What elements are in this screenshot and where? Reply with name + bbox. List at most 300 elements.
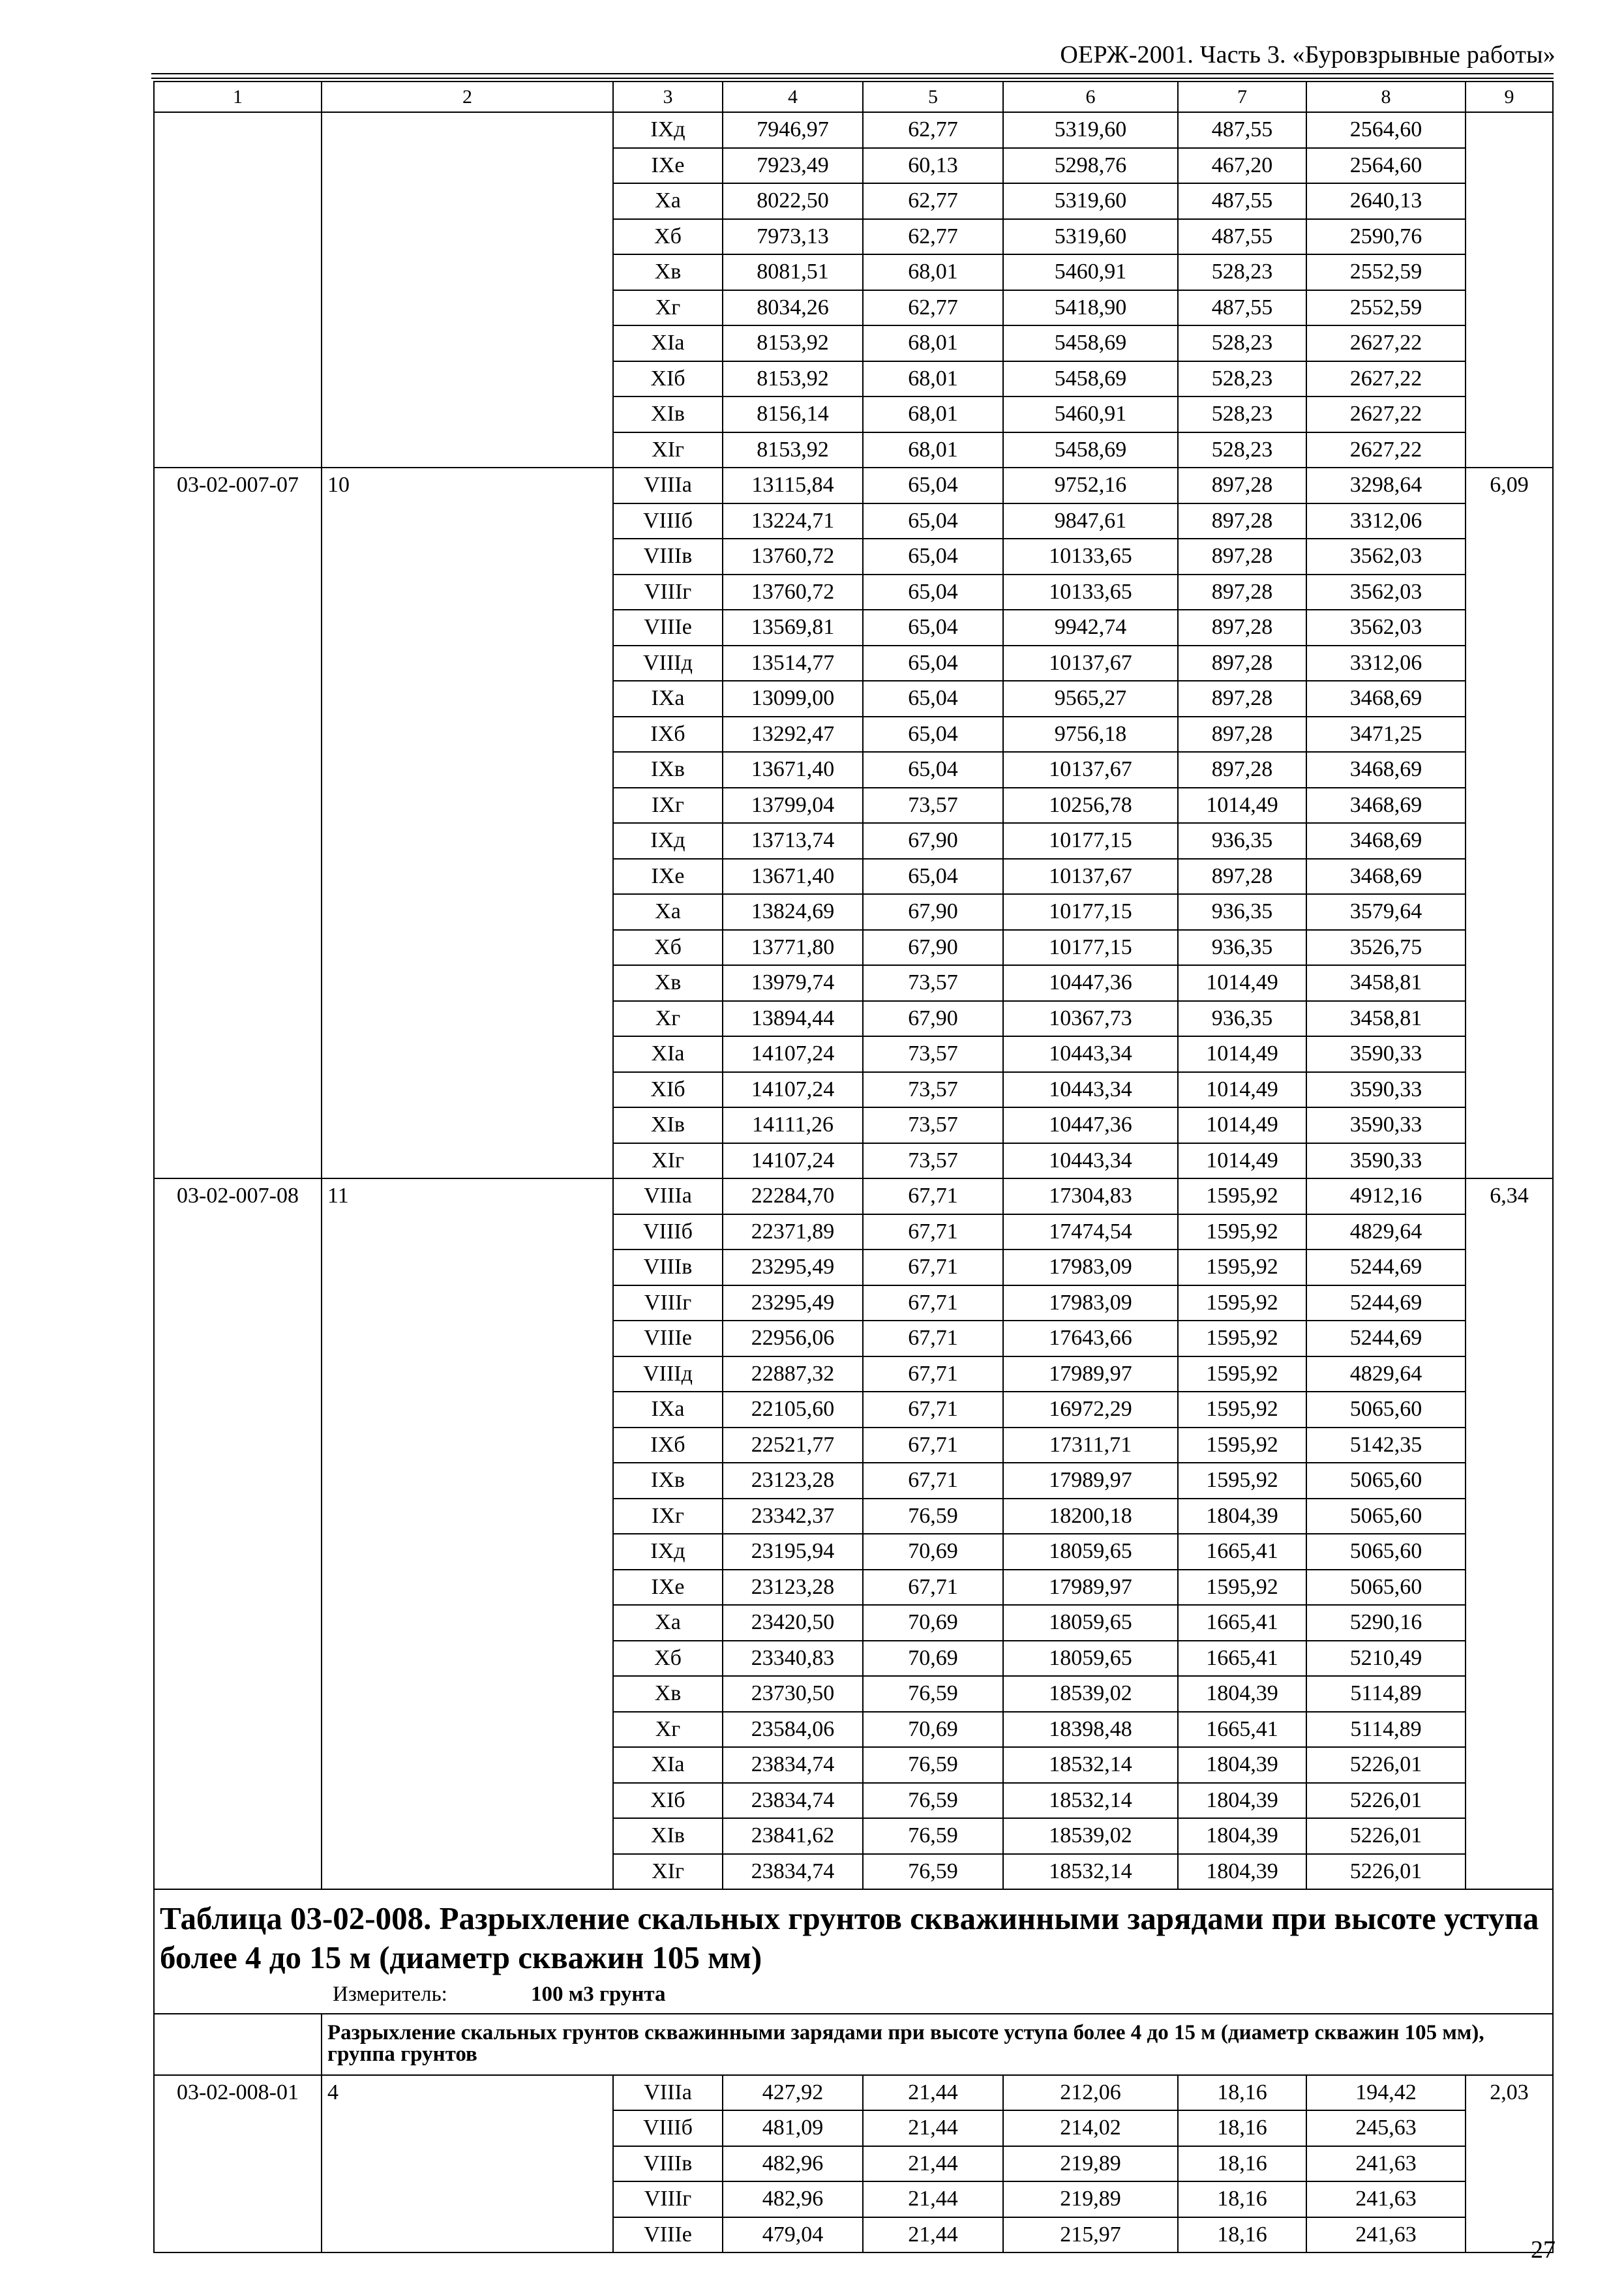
cost-value: 68,01: [863, 361, 1003, 397]
cost-value: 23342,37: [723, 1499, 863, 1534]
cost-value: 219,89: [1003, 2146, 1178, 2182]
column-number: 3: [613, 82, 723, 112]
cost-value: 65,04: [863, 575, 1003, 610]
cost-value: 3562,03: [1306, 539, 1466, 575]
rate-col9: 2,03: [1466, 2075, 1553, 2253]
cost-value: 17989,97: [1003, 1356, 1178, 1392]
table-caption-row: [154, 1889, 1553, 2014]
cost-value: 23295,49: [723, 1249, 863, 1285]
running-header: ОЕРЖ-2001. Часть 3. «Буровзрывные работы»: [1060, 41, 1556, 68]
cost-value: 1804,39: [1178, 1818, 1306, 1854]
cost-value: 17983,09: [1003, 1285, 1178, 1321]
soil-group: IXг: [613, 788, 723, 824]
soil-group: XIа: [613, 1036, 723, 1072]
cost-value: 5418,90: [1003, 290, 1178, 326]
column-number-row: [154, 82, 1553, 112]
soil-group: VIIIа: [613, 468, 723, 503]
soil-group: IXв: [613, 752, 723, 788]
cost-value: 21,44: [863, 2110, 1003, 2146]
cost-value: 241,63: [1306, 2181, 1466, 2217]
soil-group: VIIIг: [613, 1285, 723, 1321]
cost-value: 14107,24: [723, 1072, 863, 1108]
cost-value: 2627,22: [1306, 396, 1466, 432]
soil-group: XIб: [613, 361, 723, 397]
cost-value: 1595,92: [1178, 1392, 1306, 1428]
soil-group: VIIIе: [613, 1321, 723, 1356]
cost-value: 65,04: [863, 468, 1003, 503]
cost-value: 897,28: [1178, 681, 1306, 717]
cost-value: 10443,34: [1003, 1036, 1178, 1072]
column-number: 4: [723, 82, 863, 112]
cost-value: 214,02: [1003, 2110, 1178, 2146]
cost-value: 68,01: [863, 254, 1003, 290]
cost-value: 1014,49: [1178, 1036, 1306, 1072]
cost-value: 21,44: [863, 2181, 1003, 2217]
subheading-spacer: [154, 2014, 322, 2075]
cost-value: 1804,39: [1178, 1747, 1306, 1783]
soil-group: XIг: [613, 1143, 723, 1179]
cost-value: 17643,66: [1003, 1321, 1178, 1356]
cost-value: 73,57: [863, 788, 1003, 824]
cost-value: 73,57: [863, 1143, 1003, 1179]
cost-value: 5458,69: [1003, 432, 1178, 468]
cost-value: 5458,69: [1003, 361, 1178, 397]
cost-value: 5114,89: [1306, 1676, 1466, 1712]
cost-value: 13099,00: [723, 681, 863, 717]
cost-value: 67,90: [863, 930, 1003, 966]
cost-value: 67,71: [863, 1428, 1003, 1463]
cost-value: 5460,91: [1003, 254, 1178, 290]
cost-value: 8153,92: [723, 361, 863, 397]
cost-value: 8081,51: [723, 254, 863, 290]
cost-value: 76,59: [863, 1783, 1003, 1819]
cost-value: 1665,41: [1178, 1712, 1306, 1748]
cost-value: 70,69: [863, 1712, 1003, 1748]
cost-value: 482,96: [723, 2181, 863, 2217]
cost-value: 67,90: [863, 823, 1003, 859]
soil-group: XIб: [613, 1783, 723, 1819]
soil-group: VIIIе: [613, 610, 723, 646]
cost-value: 13713,74: [723, 823, 863, 859]
soil-group: IXе: [613, 859, 723, 895]
soil-group: Xг: [613, 290, 723, 326]
soil-group: IXа: [613, 1392, 723, 1428]
unit-label: Измеритель:: [333, 1982, 447, 2006]
cost-value: 241,63: [1306, 2146, 1466, 2182]
cost-value: 18539,02: [1003, 1676, 1178, 1712]
cost-value: 7923,49: [723, 148, 863, 184]
column-number: 2: [322, 82, 613, 112]
cost-value: 13824,69: [723, 894, 863, 930]
cost-value: 897,28: [1178, 752, 1306, 788]
cost-value: 1595,92: [1178, 1178, 1306, 1214]
cost-value: 23295,49: [723, 1285, 863, 1321]
cost-value: 3312,06: [1306, 503, 1466, 539]
table-caption: [154, 1889, 1553, 2014]
cost-value: 897,28: [1178, 503, 1306, 539]
cost-value: 65,04: [863, 646, 1003, 681]
cost-value: 65,04: [863, 681, 1003, 717]
cost-value: 22956,06: [723, 1321, 863, 1356]
cost-value: 73,57: [863, 1036, 1003, 1072]
cost-value: 13760,72: [723, 539, 863, 575]
cost-value: 487,55: [1178, 112, 1306, 148]
cost-value: 18,16: [1178, 2075, 1306, 2111]
cost-value: 22284,70: [723, 1178, 863, 1214]
header-rule-bottom: [151, 78, 1554, 79]
cost-value: 70,69: [863, 1641, 1003, 1677]
cost-value: 23123,28: [723, 1570, 863, 1606]
soil-group: IXг: [613, 1499, 723, 1534]
cost-value: 9565,27: [1003, 681, 1178, 717]
cost-value: 5244,69: [1306, 1321, 1466, 1356]
cost-value: 13894,44: [723, 1001, 863, 1037]
soil-group: Xв: [613, 1676, 723, 1712]
cost-value: 5319,60: [1003, 112, 1178, 148]
cost-value: 23841,62: [723, 1818, 863, 1854]
cost-value: 3458,81: [1306, 1001, 1466, 1037]
soil-group: IXе: [613, 1570, 723, 1606]
cost-value: 18539,02: [1003, 1818, 1178, 1854]
cost-value: 10447,36: [1003, 965, 1178, 1001]
cost-value: 10367,73: [1003, 1001, 1178, 1037]
cost-value: 3298,64: [1306, 468, 1466, 503]
cost-value: 18059,65: [1003, 1534, 1178, 1570]
cost-value: 73,57: [863, 1107, 1003, 1143]
cost-value: 76,59: [863, 1818, 1003, 1854]
cost-value: 23340,83: [723, 1641, 863, 1677]
cost-value: 3526,75: [1306, 930, 1466, 966]
cost-value: 14111,26: [723, 1107, 863, 1143]
page-number: 27: [1531, 2236, 1556, 2264]
cost-value: 13799,04: [723, 788, 863, 824]
cost-value: 219,89: [1003, 2181, 1178, 2217]
soil-group: Xа: [613, 894, 723, 930]
cost-value: 5226,01: [1306, 1818, 1466, 1854]
cost-value: 16972,29: [1003, 1392, 1178, 1428]
soil-group: VIIIг: [613, 575, 723, 610]
cost-value: 65,04: [863, 859, 1003, 895]
cost-value: 23834,74: [723, 1783, 863, 1819]
soil-group: VIIIе: [613, 2217, 723, 2253]
soil-group: IXе: [613, 148, 723, 184]
cost-value: 62,77: [863, 183, 1003, 219]
cost-value: 67,71: [863, 1570, 1003, 1606]
cost-value: 23123,28: [723, 1463, 863, 1499]
cost-value: 23834,74: [723, 1854, 863, 1890]
cost-value: 5065,60: [1306, 1392, 1466, 1428]
cost-value: 897,28: [1178, 468, 1306, 503]
cost-value: 18,16: [1178, 2181, 1306, 2217]
cost-value: 21,44: [863, 2075, 1003, 2111]
cost-value: 897,28: [1178, 610, 1306, 646]
cost-value: 5065,60: [1306, 1570, 1466, 1606]
cost-value: 487,55: [1178, 219, 1306, 255]
cost-value: 10177,15: [1003, 930, 1178, 966]
cost-value: 13771,80: [723, 930, 863, 966]
cost-value: 467,20: [1178, 148, 1306, 184]
cost-value: 1595,92: [1178, 1428, 1306, 1463]
subheading: Разрыхление скальных грунтов скважинными зарядами при высоте уступа более 4 до 15 м (диаметр скважин 105 мм), группа грунтов: [322, 2014, 1553, 2075]
cost-value: 8156,14: [723, 396, 863, 432]
cost-value: 9942,74: [1003, 610, 1178, 646]
cost-value: 936,35: [1178, 930, 1306, 966]
cost-value: 23730,50: [723, 1676, 863, 1712]
cost-value: 2590,76: [1306, 219, 1466, 255]
rate-code: 03-02-007-08: [154, 1178, 322, 1889]
cost-value: 17989,97: [1003, 1570, 1178, 1606]
soil-group: VIIIд: [613, 646, 723, 681]
soil-group: IXд: [613, 112, 723, 148]
cost-value: 1014,49: [1178, 1107, 1306, 1143]
cost-value: 3590,33: [1306, 1072, 1466, 1108]
cost-value: 5065,60: [1306, 1534, 1466, 1570]
cost-value: 528,23: [1178, 396, 1306, 432]
cost-value: 215,97: [1003, 2217, 1178, 2253]
cost-value: 4829,64: [1306, 1356, 1466, 1392]
cost-value: 73,57: [863, 965, 1003, 1001]
cost-value: 10177,15: [1003, 823, 1178, 859]
cost-value: 4912,16: [1306, 1178, 1466, 1214]
table-row: [154, 1178, 1553, 1214]
cost-value: 1804,39: [1178, 1783, 1306, 1819]
soil-group: IXд: [613, 823, 723, 859]
cost-value: 10137,67: [1003, 646, 1178, 681]
cost-value: 1804,39: [1178, 1676, 1306, 1712]
cost-value: 936,35: [1178, 823, 1306, 859]
cost-value: 23195,94: [723, 1534, 863, 1570]
cost-value: 897,28: [1178, 646, 1306, 681]
cost-value: 9847,61: [1003, 503, 1178, 539]
cost-value: 897,28: [1178, 539, 1306, 575]
cost-value: 3468,69: [1306, 859, 1466, 895]
cost-value: 18,16: [1178, 2217, 1306, 2253]
cost-value: 427,92: [723, 2075, 863, 2111]
soil-group: VIIIб: [613, 503, 723, 539]
cost-value: 1595,92: [1178, 1249, 1306, 1285]
cost-value: 8034,26: [723, 290, 863, 326]
cost-value: 22371,89: [723, 1214, 863, 1250]
cost-value: 18532,14: [1003, 1747, 1178, 1783]
cost-value: 10137,67: [1003, 859, 1178, 895]
cost-value: 10137,67: [1003, 752, 1178, 788]
cost-value: 67,71: [863, 1463, 1003, 1499]
soil-group: IXв: [613, 1463, 723, 1499]
cost-value: 18059,65: [1003, 1641, 1178, 1677]
cost-value: 67,71: [863, 1178, 1003, 1214]
cost-value: 245,63: [1306, 2110, 1466, 2146]
cost-value: 5244,69: [1306, 1249, 1466, 1285]
column-number: 5: [863, 82, 1003, 112]
rate-code: 03-02-008-01: [154, 2075, 322, 2253]
cost-value: 13760,72: [723, 575, 863, 610]
cost-value: 10177,15: [1003, 894, 1178, 930]
cost-value: 13569,81: [723, 610, 863, 646]
cost-value: 67,90: [863, 894, 1003, 930]
unit-line: [160, 1984, 1547, 2005]
soil-group: XIб: [613, 1072, 723, 1108]
cost-value: 13224,71: [723, 503, 863, 539]
cost-value: 18200,18: [1003, 1499, 1178, 1534]
cost-value: 7973,13: [723, 219, 863, 255]
cost-value: 10447,36: [1003, 1107, 1178, 1143]
cost-value: 241,63: [1306, 2217, 1466, 2253]
cost-value: 13514,77: [723, 646, 863, 681]
soil-group: Xа: [613, 183, 723, 219]
cost-value: 528,23: [1178, 325, 1306, 361]
cost-value: 5460,91: [1003, 396, 1178, 432]
soil-group: VIIIг: [613, 2181, 723, 2217]
cost-value: 3562,03: [1306, 610, 1466, 646]
cost-value: 5065,60: [1306, 1463, 1466, 1499]
cost-value: 2627,22: [1306, 432, 1466, 468]
cost-value: 1595,92: [1178, 1214, 1306, 1250]
soil-group: Xв: [613, 965, 723, 1001]
cost-value: 73,57: [863, 1072, 1003, 1108]
soil-group: Xб: [613, 219, 723, 255]
cost-value: 2564,60: [1306, 112, 1466, 148]
cost-value: 18,16: [1178, 2110, 1306, 2146]
rate-col2: [322, 112, 613, 468]
cost-value: 2627,22: [1306, 361, 1466, 397]
cost-value: 5244,69: [1306, 1285, 1466, 1321]
cost-value: 897,28: [1178, 717, 1306, 753]
cost-value: 3468,69: [1306, 823, 1466, 859]
cost-value: 60,13: [863, 148, 1003, 184]
rate-code: 03-02-007-07: [154, 468, 322, 1178]
cost-value: 10443,34: [1003, 1072, 1178, 1108]
cost-value: 479,04: [723, 2217, 863, 2253]
cost-value: 487,55: [1178, 183, 1306, 219]
cost-value: 5298,76: [1003, 148, 1178, 184]
cost-value: 212,06: [1003, 2075, 1178, 2111]
cost-value: 1014,49: [1178, 965, 1306, 1001]
cost-value: 22887,32: [723, 1356, 863, 1392]
cost-value: 528,23: [1178, 432, 1306, 468]
cost-value: 67,71: [863, 1249, 1003, 1285]
soil-group: IXд: [613, 1534, 723, 1570]
cost-value: 3590,33: [1306, 1143, 1466, 1179]
cost-value: 17983,09: [1003, 1249, 1178, 1285]
cost-value: 482,96: [723, 2146, 863, 2182]
cost-value: 68,01: [863, 432, 1003, 468]
cost-value: 3458,81: [1306, 965, 1466, 1001]
cost-value: 10256,78: [1003, 788, 1178, 824]
cost-value: 5319,60: [1003, 183, 1178, 219]
cost-value: 18059,65: [1003, 1605, 1178, 1641]
cost-value: 23584,06: [723, 1712, 863, 1748]
soil-group: VIIIа: [613, 2075, 723, 2111]
soil-group: XIв: [613, 1107, 723, 1143]
cost-value: 5142,35: [1306, 1428, 1466, 1463]
cost-value: 65,04: [863, 503, 1003, 539]
cost-value: 194,42: [1306, 2075, 1466, 2111]
soil-group: XIг: [613, 1854, 723, 1890]
cost-value: 76,59: [863, 1747, 1003, 1783]
cost-value: 528,23: [1178, 254, 1306, 290]
cost-value: 1665,41: [1178, 1534, 1306, 1570]
rate-code: [154, 112, 322, 468]
cost-value: 62,77: [863, 290, 1003, 326]
cost-value: 1014,49: [1178, 1072, 1306, 1108]
soil-group: Xа: [613, 1605, 723, 1641]
cost-value: 10133,65: [1003, 539, 1178, 575]
cost-value: 65,04: [863, 752, 1003, 788]
cost-value: 1014,49: [1178, 788, 1306, 824]
cost-value: 2627,22: [1306, 325, 1466, 361]
cost-value: 3468,69: [1306, 752, 1466, 788]
soil-group: VIIIд: [613, 1356, 723, 1392]
cost-value: 1665,41: [1178, 1641, 1306, 1677]
cost-value: 2564,60: [1306, 148, 1466, 184]
cost-value: 8022,50: [723, 183, 863, 219]
soil-group: Xг: [613, 1712, 723, 1748]
rate-col9: 6,34: [1466, 1178, 1553, 1889]
cost-value: 897,28: [1178, 859, 1306, 895]
cost-value: 2552,59: [1306, 290, 1466, 326]
cost-value: 5319,60: [1003, 219, 1178, 255]
cost-value: 67,90: [863, 1001, 1003, 1037]
cost-value: 5226,01: [1306, 1854, 1466, 1890]
soil-group: XIа: [613, 325, 723, 361]
soil-group: VIIIв: [613, 539, 723, 575]
cost-value: 17304,83: [1003, 1178, 1178, 1214]
rate-col9: [1466, 112, 1553, 468]
soil-group: XIа: [613, 1747, 723, 1783]
cost-value: 68,01: [863, 325, 1003, 361]
cost-value: 1665,41: [1178, 1605, 1306, 1641]
unit-value: 100 м3 грунта: [531, 1982, 666, 2006]
table-row: [154, 112, 1553, 148]
cost-value: 9752,16: [1003, 468, 1178, 503]
cost-value: 62,77: [863, 112, 1003, 148]
cost-value: 1014,49: [1178, 1143, 1306, 1179]
subheading-row: [154, 2014, 1553, 2075]
soil-group: IXб: [613, 717, 723, 753]
soil-group: Xг: [613, 1001, 723, 1037]
table-title: Таблица 03-02-008. Разрыхление скальных грунтов скважинными зарядами при высоте уступа более 4 до 15 м (диаметр скважин 105 мм): [160, 1900, 1539, 1975]
cost-value: 3590,33: [1306, 1036, 1466, 1072]
cost-value: 3579,64: [1306, 894, 1466, 930]
cost-value: 14107,24: [723, 1036, 863, 1072]
column-number: 1: [154, 82, 322, 112]
cost-value: 13671,40: [723, 752, 863, 788]
cost-value: 3471,25: [1306, 717, 1466, 753]
cost-value: 13671,40: [723, 859, 863, 895]
cost-value: 8153,92: [723, 432, 863, 468]
cost-value: 2552,59: [1306, 254, 1466, 290]
cost-value: 13115,84: [723, 468, 863, 503]
cost-value: 1595,92: [1178, 1463, 1306, 1499]
soil-group: VIIIб: [613, 2110, 723, 2146]
cost-value: 8153,92: [723, 325, 863, 361]
cost-value: 3590,33: [1306, 1107, 1466, 1143]
soil-group: Xб: [613, 930, 723, 966]
cost-value: 5210,49: [1306, 1641, 1466, 1677]
soil-group: VIIIв: [613, 2146, 723, 2182]
rate-col2: 4: [322, 2075, 613, 2253]
soil-group: IXа: [613, 681, 723, 717]
cost-value: 528,23: [1178, 361, 1306, 397]
rate-col2: 10: [322, 468, 613, 1178]
cost-value: 1804,39: [1178, 1854, 1306, 1890]
cost-value: 17989,97: [1003, 1463, 1178, 1499]
cost-value: 1595,92: [1178, 1321, 1306, 1356]
cost-value: 76,59: [863, 1676, 1003, 1712]
cost-value: 3312,06: [1306, 646, 1466, 681]
cost-value: 5065,60: [1306, 1499, 1466, 1534]
cost-value: 9756,18: [1003, 717, 1178, 753]
